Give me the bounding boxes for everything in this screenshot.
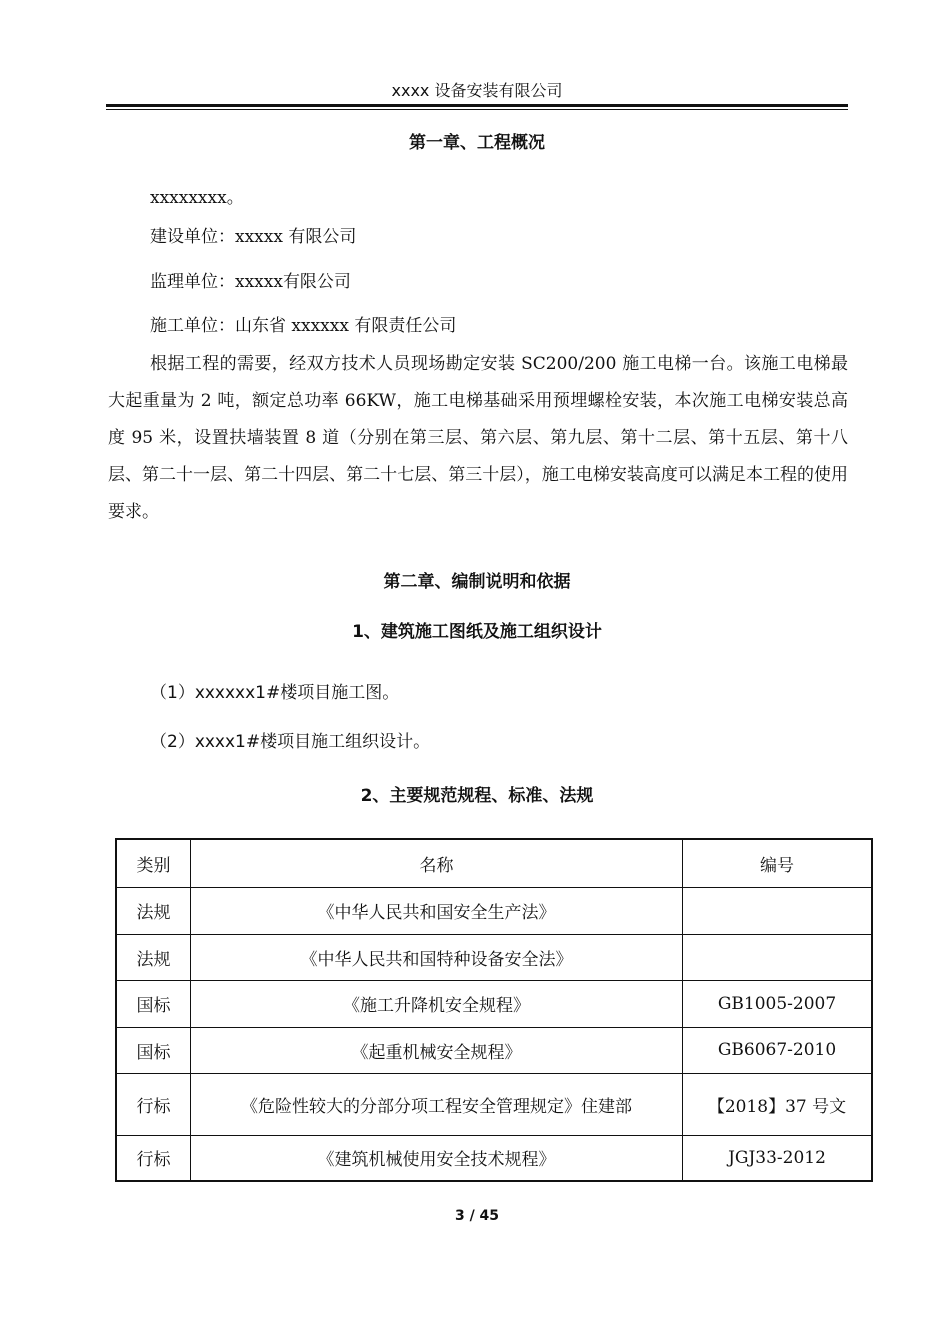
contractor-line xyxy=(150,311,456,336)
page-header: xxxx 设备安装有限公司 xyxy=(391,81,563,100)
header-code: 编号 xyxy=(683,839,873,887)
cell-category: 法规 xyxy=(116,934,191,980)
contractor-label: 施工单位： xyxy=(150,316,235,336)
table-row xyxy=(116,1027,872,1073)
cell-code: JGJ33-2012 xyxy=(683,1135,873,1181)
cell-code xyxy=(683,887,873,934)
cell-code: 【2018】37 号文 xyxy=(683,1073,873,1135)
table-header-row xyxy=(116,839,872,887)
header-name: 名称 xyxy=(191,839,683,887)
chapter1-title: 第一章、工程概况 xyxy=(409,133,545,153)
section1-title: 1、建筑施工图纸及施工组织设计 xyxy=(352,622,602,642)
supervisor-label: 监理单位： xyxy=(150,272,235,292)
table-row xyxy=(116,887,872,934)
contractor-value: 山东省 xxxxxx 有限责任公司 xyxy=(235,316,457,336)
project-description: 根据工程的需要，经双方技术人员现场勘定安装 SC200/200 施工电梯一台。该施工电梯最大起重量为 2 吨，额定总功率 66KW，施工电梯基础采用预埋螺栓安装，本次施工电梯安装总高度 95 米，设置扶墙装置 8 道（分别在第三层、第六层、第九层、第十二层、第十五层、第十八层、第二十一层、第二十四层、第二十七层、第三十层），施工电梯安装高度可以满足本工程的使用要求。 xyxy=(108,354,848,522)
cell-name: 《起重机械安全规程》 xyxy=(191,1027,683,1073)
cell-category: 行标 xyxy=(116,1135,191,1181)
cell-code: GB6067-2010 xyxy=(683,1027,873,1073)
reference-item: （2）xxxx1#楼项目施工组织设计。 xyxy=(150,732,431,752)
cell-code xyxy=(683,934,873,980)
regulations-table xyxy=(115,838,873,1182)
header-category: 类别 xyxy=(116,839,191,887)
cell-category: 国标 xyxy=(116,1027,191,1073)
reference-item: （1）xxxxxx1#楼项目施工图。 xyxy=(150,683,400,703)
supervisor-value-b: 有限公司 xyxy=(282,272,351,292)
table-row xyxy=(116,980,872,1027)
cell-name: 《中华人民共和国安全生产法》 xyxy=(191,887,683,934)
supervisor-line xyxy=(150,267,351,292)
builder-label: 建设单位： xyxy=(150,227,235,247)
cell-name: 《施工升降机安全规程》 xyxy=(191,980,683,1027)
cell-category: 行标 xyxy=(116,1073,191,1135)
cell-name: 《中华人民共和国特种设备安全法》 xyxy=(191,934,683,980)
cell-category: 法规 xyxy=(116,887,191,934)
cell-category: 国标 xyxy=(116,980,191,1027)
project-name: xxxxxxxx。 xyxy=(150,188,244,208)
page-number: 3 / 45 xyxy=(454,1208,500,1224)
header-divider-thick xyxy=(106,104,848,107)
header-divider-thin xyxy=(106,109,848,110)
table-row xyxy=(116,1135,872,1181)
chapter2-title: 第二章、编制说明和依据 xyxy=(383,572,571,592)
cell-code: GB1005-2007 xyxy=(683,980,873,1027)
table-row xyxy=(116,934,872,980)
cell-name: 《建筑机械使用安全技术规程》 xyxy=(191,1135,683,1181)
supervisor-value-a: xxxxx xyxy=(235,272,283,292)
builder-value: xxxxx 有限公司 xyxy=(235,227,357,247)
table-row xyxy=(116,1073,872,1135)
builder-line xyxy=(150,222,356,247)
section2-title: 2、主要规范规程、标准、法规 xyxy=(360,786,594,806)
cell-name: 《危险性较大的分部分项工程安全管理规定》住建部 xyxy=(191,1073,683,1135)
